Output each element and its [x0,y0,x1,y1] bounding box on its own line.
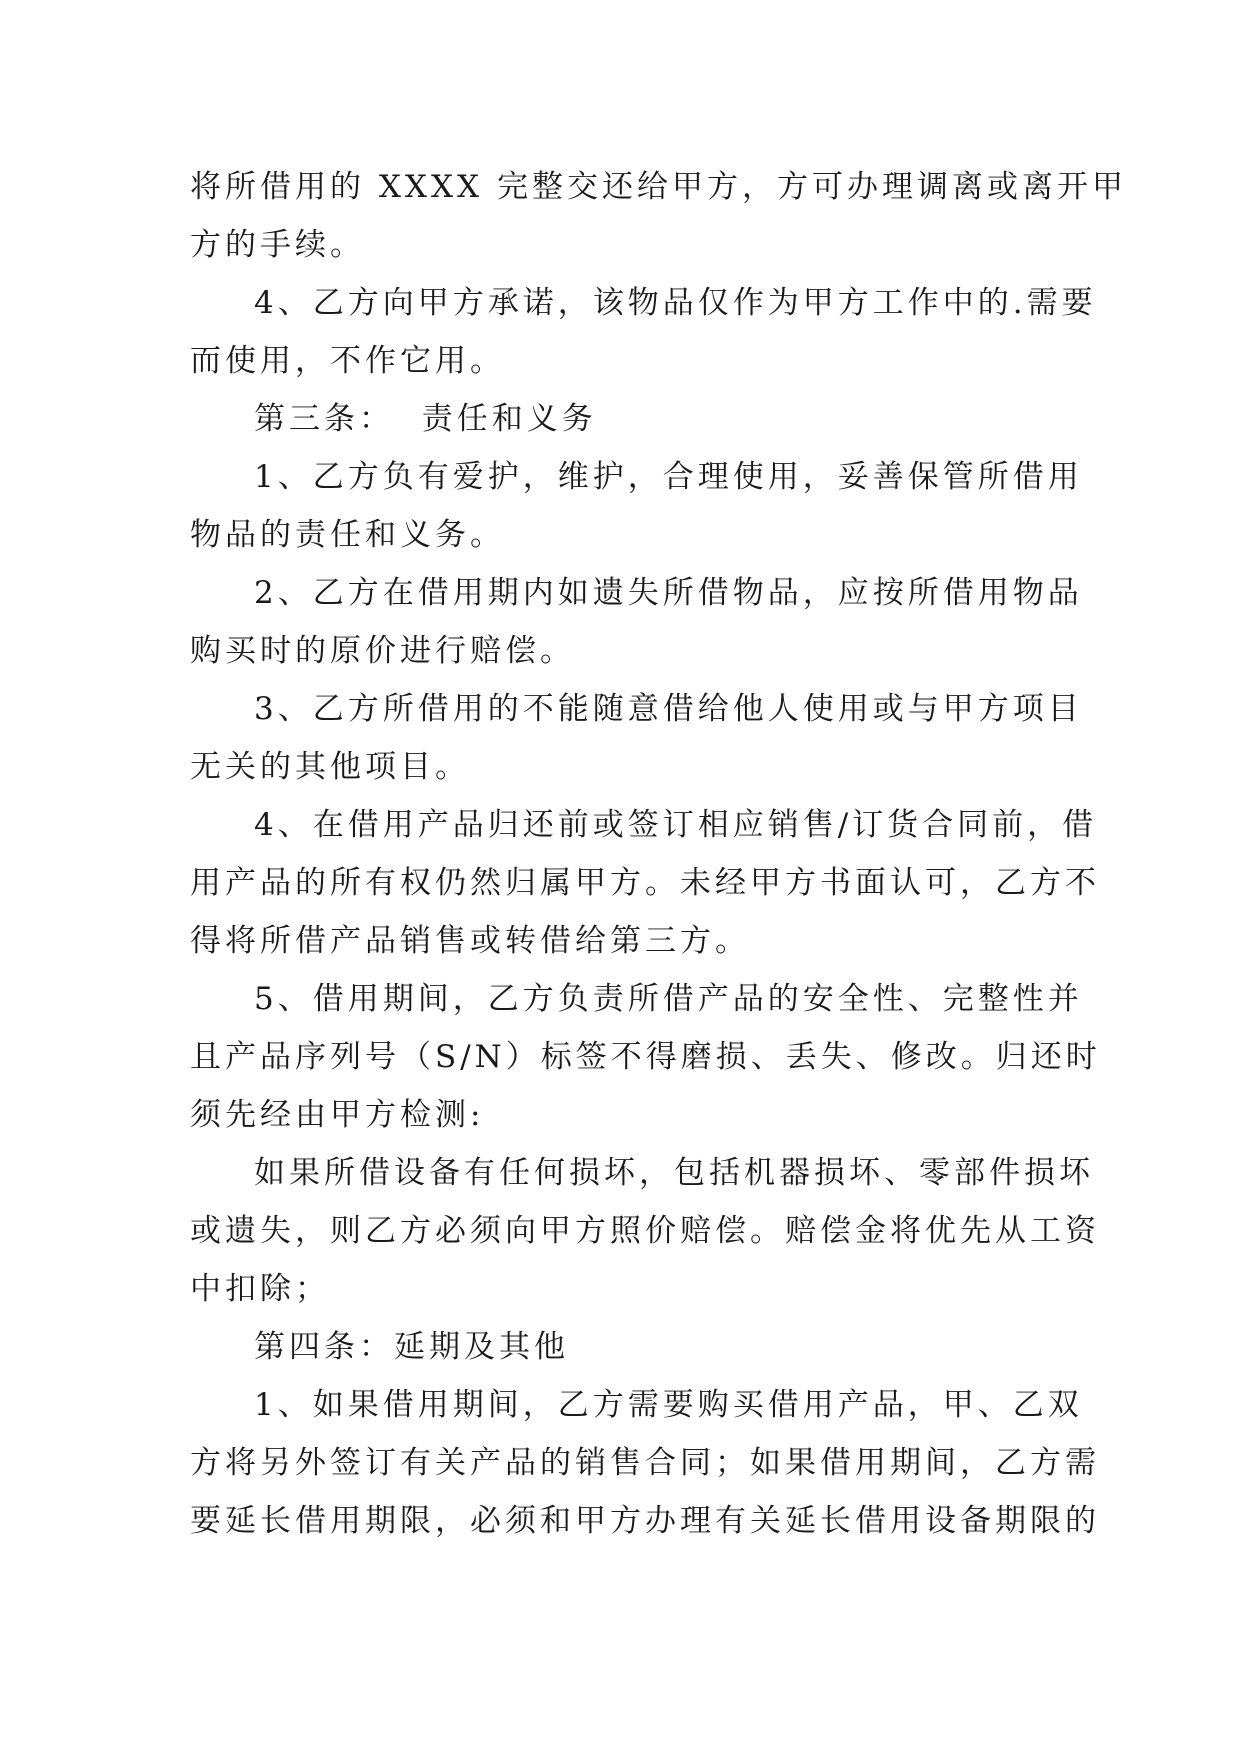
text-line: 4、在借用产品归还前或签订相应销售/订货合同前，借 [254,807,1098,843]
text-line: 用产品的所有权仍然归属甲方。未经甲方书面认可，乙方不 [190,865,1100,901]
text-line: 须先经由甲方检测: [190,1097,485,1133]
text-line: 如果所借设备有任何损坏，包括机器损坏、零部件损坏 [254,1155,1094,1191]
text-line: 5、借用期间，乙方负责所借产品的安全性、完整性并 [254,981,1083,1017]
text-line: 方的手续。 [190,227,365,263]
text-line: 物品的责任和义务。 [190,517,505,553]
text-line: 得将所借产品销售或转借给第三方。 [190,923,750,959]
section-heading: 第四条：延期及其他 [254,1329,569,1365]
document-body [190,158,1127,1550]
text-line: 无关的其他项目。 [190,749,470,785]
text-line: 购买时的原价进行赔偿。 [190,633,575,669]
text-line: 1、乙方负有爱护，维护，合理使用，妥善保管所借用 [254,459,1083,495]
text-line: 3、乙方所借用的不能随意借给他人使用或与甲方项目 [254,691,1083,727]
text-line: 要延长借用期限，必须和甲方办理有关延长借用设备期限的 [190,1503,1100,1539]
section-heading: 第三条： 责任和义务 [254,401,597,437]
text-line: 且产品序列号（S/N）标签不得磨损、丢失、修改。归还时 [190,1039,1101,1075]
text-line: 将所借用的 XXXX 完整交还给甲方，方可办理调离或离开甲 [190,169,1127,205]
text-line: 方将另外签订有关产品的销售合同；如果借用期间，乙方需 [190,1445,1100,1481]
text-line: 而使用，不作它用。 [190,343,505,379]
text-line: 4、乙方向甲方承诺，该物品仅作为甲方工作中的.需要 [254,285,1097,321]
text-line: 中扣除； [190,1271,330,1307]
text-line: 2、乙方在借用期内如遗失所借物品，应按所借用物品 [254,575,1083,611]
text-line: 1、如果借用期间，乙方需要购买借用产品，甲、乙双 [254,1387,1083,1423]
text-line: 或遗失，则乙方必须向甲方照价赔偿。赔偿金将优先从工资 [190,1213,1100,1249]
